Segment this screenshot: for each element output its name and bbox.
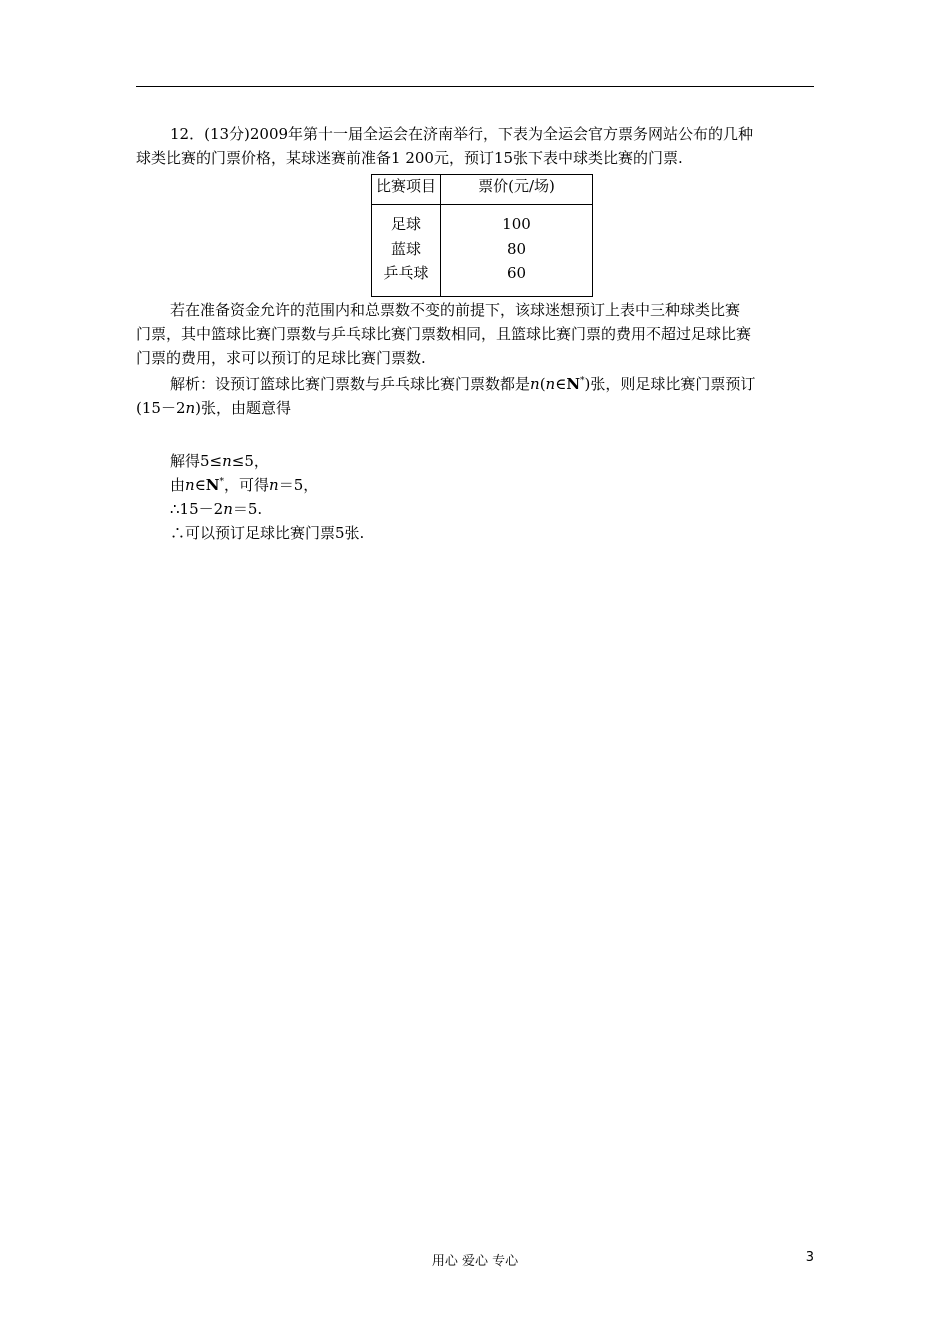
table-cell-sport: 蓝球 [390,239,421,258]
problem-statement [136,122,814,170]
solution-text: ≤5， [231,452,269,470]
solution-intro [136,372,814,420]
table-sport-column [372,205,441,296]
question-line-2: 门票，其中篮球比赛门票数与乒乓球比赛门票数相同，且篮球比赛门票的费用不超过足球比赛 [136,325,752,343]
superscript-star: * [219,477,225,487]
element-of-symbol: ∈ [194,476,206,494]
solution-text: ，可得 [224,476,270,494]
question-line-1: 若在准备资金允许的范围内和总票数不变的前提下，该球迷想预订上表中三种球类比赛 [170,301,741,319]
table-header-price: 票价(元/场) [478,177,555,195]
price-table [371,174,593,297]
table-header-row [372,175,592,205]
table-header-sport: 比赛项目 [372,175,441,204]
header-rule [136,86,814,87]
solution-text: 解析：设预订篮球比赛门票数与乒乓球比赛门票数都是 [170,375,531,393]
solution-text: ＝5. [232,500,263,518]
question-line-3: 门票的费用，求可以预订的足球比赛门票数. [136,349,426,367]
variable-n: n [269,476,279,494]
solution-text: ( [539,375,546,393]
solution-line-2 [136,396,814,420]
solution-text: (15－2 [136,399,186,417]
solution-step-2 [136,473,814,497]
natural-numbers-symbol: N [205,476,220,494]
solution-text: )张，则足球比赛门票预订 [584,375,756,393]
solution-text: )张，由题意得 [195,399,292,417]
variable-n: n [222,452,232,470]
table-price-column [441,205,592,296]
solution-text: ∴15－2 [170,500,224,518]
solution-step-4: ∴可以预订足球比赛门票5张. [170,524,365,542]
page-number: 3 [805,1250,814,1265]
natural-numbers-symbol: N [566,375,581,393]
problem-line-1: 12．(13分)2009年第十一届全运会在济南举行，下表为全运会官方票务网站公布的几种 [170,125,754,143]
question-text [136,298,814,370]
variable-n: n [530,375,540,393]
solution-step-3 [136,497,814,521]
table-cell-sport: 足球 [390,215,421,233]
footer-motto: 用心 爱心 专心 [431,1254,519,1269]
solution-text: 解得5≤ [170,452,223,470]
variable-n: n [223,500,233,518]
solution-step-1 [136,449,814,473]
table-cell-price: 60 [506,264,527,282]
variable-n: n [545,375,556,393]
solution-line-1 [136,372,814,396]
solution-text: ＝5， [278,476,319,494]
table-cell-price: 100 [502,215,531,233]
table-body [372,205,592,296]
table-cell-sport: 乒乓球 [383,264,429,282]
problem-line-2: 球类比赛的门票价格，某球迷赛前准备1 200元，预订15张下表中球类比赛的门票. [136,149,683,167]
variable-n: n [185,476,195,494]
solution-steps [136,449,814,545]
solution-text: 由 [170,476,186,494]
table-cell-price: 80 [506,239,527,258]
variable-n: n [185,399,196,417]
element-of-symbol: ∈ [555,375,567,393]
superscript-star: * [580,376,585,386]
